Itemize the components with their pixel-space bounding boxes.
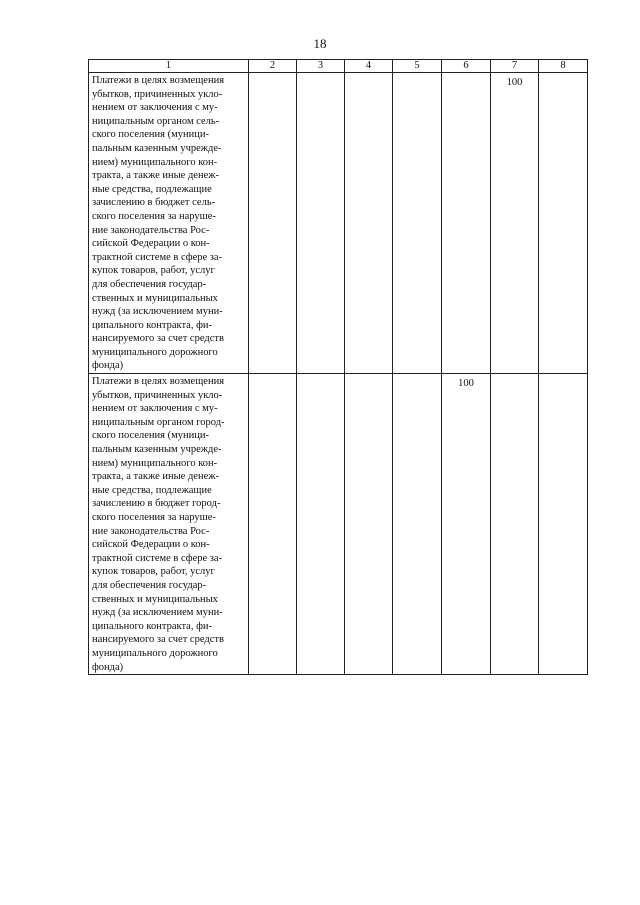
value-cell bbox=[393, 73, 442, 374]
description-line: нием) муниципального кон- bbox=[92, 457, 218, 469]
description-line: муниципального дорожного bbox=[92, 346, 218, 358]
table-row bbox=[89, 374, 588, 675]
column-header: 1 bbox=[89, 60, 249, 73]
description-line: пальным казенным учрежде- bbox=[92, 444, 222, 456]
description-line: ниципальным органом город- bbox=[92, 416, 225, 428]
description-line: нием) муниципального кон- bbox=[92, 156, 218, 168]
description-line: купок товаров, работ, услуг bbox=[92, 566, 215, 578]
description-line: зачислению в бюджет город- bbox=[92, 498, 221, 510]
description-line: ского поселения (муници- bbox=[92, 430, 209, 442]
description-line: нансируемого за счет средств bbox=[92, 634, 224, 646]
description-line: муниципального дорожного bbox=[92, 647, 218, 659]
value-cell bbox=[249, 374, 297, 675]
description-line: ципального контракта, фи- bbox=[92, 620, 213, 632]
value-cell bbox=[393, 374, 442, 675]
row-description bbox=[89, 374, 249, 675]
table-row bbox=[89, 73, 588, 374]
column-header: 3 bbox=[297, 60, 345, 73]
description-line: тракта, а также иные денеж- bbox=[92, 471, 219, 483]
description-line: тракта, а также иные денеж- bbox=[92, 170, 219, 182]
description-line: для обеспечения государ- bbox=[92, 579, 207, 591]
value-cell bbox=[345, 73, 393, 374]
column-header: 7 bbox=[491, 60, 539, 73]
column-header: 2 bbox=[249, 60, 297, 73]
description-line: фонда) bbox=[92, 360, 124, 372]
description-line: ского поселения за наруше- bbox=[92, 512, 216, 523]
description-line: ниципальным органом сель- bbox=[92, 115, 220, 127]
description-line: ние законодательства Рос- bbox=[92, 525, 210, 537]
value-cell bbox=[539, 73, 588, 374]
description-line: для обеспечения государ- bbox=[92, 278, 207, 290]
value-cell bbox=[345, 374, 393, 675]
description-line: пальным казенным учрежде- bbox=[92, 142, 222, 154]
value-cell bbox=[442, 73, 491, 374]
description-line: трактной системе в сфере за- bbox=[92, 251, 223, 263]
row-description bbox=[89, 73, 249, 374]
description-line: Платежи в целях возмещения bbox=[92, 376, 225, 388]
description-line: нужд (за исключением муни- bbox=[92, 306, 223, 318]
value-cell bbox=[539, 374, 588, 675]
description-line: ственных и муниципальных bbox=[92, 292, 218, 304]
column-header: 8 bbox=[539, 60, 588, 73]
description-line: ние законодательства Рос- bbox=[92, 224, 210, 236]
description-line: нением от заключения с му- bbox=[92, 403, 218, 415]
description-line: ные средства, подлежащие bbox=[92, 183, 212, 195]
value-cell: 100 bbox=[442, 374, 491, 675]
description-line: фонда) bbox=[92, 661, 124, 673]
description-line: ципального контракта, фи- bbox=[92, 319, 213, 331]
description-line: ственных и муниципальных bbox=[92, 593, 218, 605]
value-cell bbox=[491, 374, 539, 675]
description-line: зачислению в бюджет сель- bbox=[92, 197, 216, 209]
column-header: 5 bbox=[393, 60, 442, 73]
description-line: убытков, причиненных укло- bbox=[92, 88, 223, 100]
column-header: 6 bbox=[442, 60, 491, 73]
description-line: нансируемого за счет средств bbox=[92, 333, 224, 345]
description-line: ского поселения за наруше- bbox=[92, 210, 216, 222]
description-line: трактной системе в сфере за- bbox=[92, 552, 223, 564]
description-line: убытков, причиненных укло- bbox=[92, 389, 223, 401]
description-line: ные средства, подлежащие bbox=[92, 484, 212, 496]
value-cell bbox=[249, 73, 297, 374]
header-row bbox=[89, 60, 588, 73]
value-cell bbox=[297, 374, 345, 675]
description-line: Платежи в целях возмещения bbox=[92, 75, 225, 86]
description-line: купок товаров, работ, услуг bbox=[92, 265, 215, 277]
column-header: 4 bbox=[345, 60, 393, 73]
description-line: сийской Федерации о кон- bbox=[92, 539, 210, 551]
description-line: нужд (за исключением муни- bbox=[92, 607, 223, 619]
description-line: сийской Федерации о кон- bbox=[92, 238, 210, 250]
description-line: ского поселения (муници- bbox=[92, 129, 209, 141]
description-line: нением от заключения с му- bbox=[92, 102, 218, 114]
budget-table bbox=[88, 59, 588, 675]
value-cell: 100 bbox=[491, 73, 539, 374]
value-cell bbox=[297, 73, 345, 374]
page-number: 18 bbox=[313, 36, 327, 51]
